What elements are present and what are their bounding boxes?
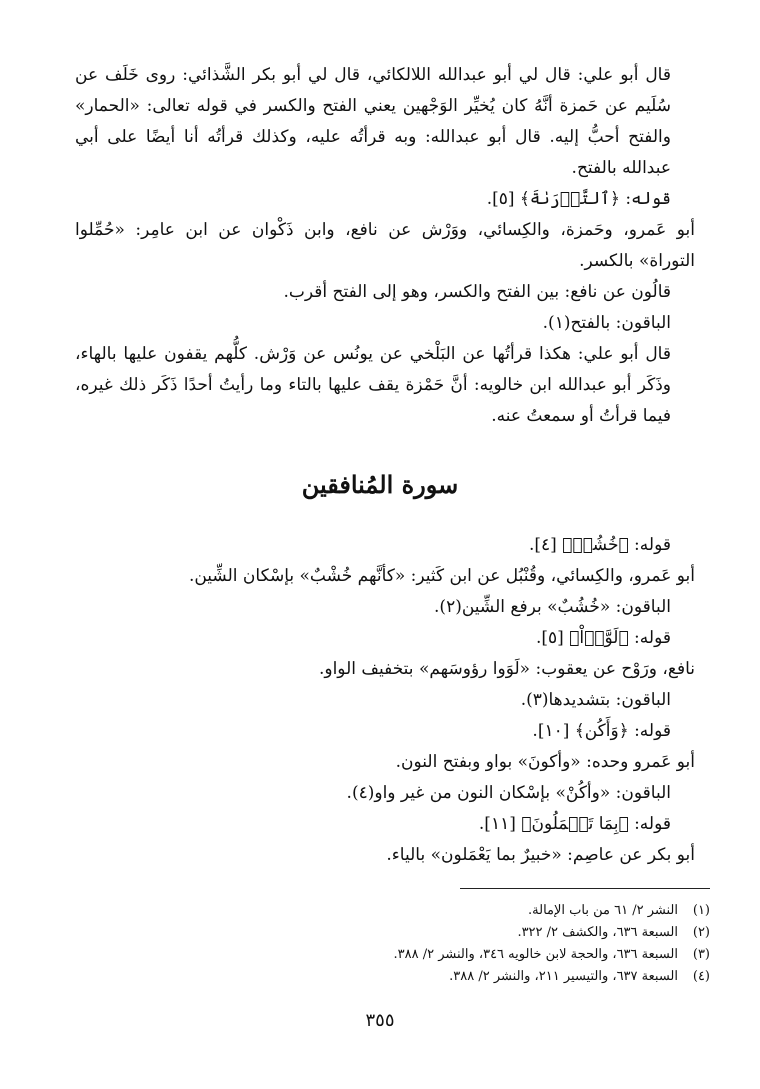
main-text-bottom — [75, 530, 695, 871]
paragraph: نافع، ورَوْح عن يعقوب: «لَوَوا رؤوسَهم» بتخفيف الواو. — [318, 659, 695, 679]
paragraph: أبو بكر عن عاصِم: «خبيرٌ بما يَعْمَلون» بالياء. — [386, 845, 695, 865]
footnote-text: النشر ٢/ ٦١ من باب الإمالة. — [528, 903, 678, 918]
footnote-text: السبعة ٦٣٦، والكشف ٢/ ٣٢٢. — [517, 925, 678, 940]
footnote — [75, 900, 710, 922]
paragraph: قال أبو علي: قال لي أبو عبدالله اللالكائي، قال لي أبو بكر الشَّذائي: روى خَلَف عن سُلَيم عن حَمزة أنَّهُ كان يُخيِّر الوَجْهين يعني الفتح والكسر في قوله تعالى: «الحمار» والفتح أحبُّ إليه. قال أبو عبدالله: وبه قرأتُه عليه، وكذلك قرأتُه أنا أيضًا على أبي عبدالله بالفتح. — [75, 65, 671, 178]
footnote-number: (٤) — [692, 969, 710, 984]
footnote-number: (٣) — [692, 947, 710, 962]
paragraph: الباقون: «خُشُبٌ» برفع الشِّين(٢). — [434, 597, 671, 617]
footnote-number: (٢) — [692, 925, 710, 940]
paragraph: أبو عَمرو، والكِسائي، وقُنْبُل عن ابن كَثير: «كأنَّهم خُشْبٌ» بإسْكان الشِّين. — [188, 566, 695, 586]
footnote-text: السبعة ٦٣٧، والتيسير ٢١١، والنشر ٢/ ٣٨٨. — [449, 969, 678, 984]
footnote-number: (١) — [692, 903, 710, 918]
paragraph: قوله: ﴿لَوَّوۡاْ﴾ [٥]. — [535, 628, 671, 648]
footnote — [75, 922, 710, 944]
paragraph: قوله: ﴿خُشُبٞ﴾ [٤]. — [528, 535, 671, 555]
sura-title: سورة المُنافقين — [301, 470, 459, 499]
footnote-text: السبعة ٦٣٦، والحجة لابن خالويه ٣٤٦، والنشر ٢/ ٣٨٨. — [393, 947, 678, 962]
paragraph: أبو عَمرو وحده: «وأكونَ» بواو وبفتح النون. — [395, 752, 695, 772]
paragraph: قوله: ﴿وَأَكُن﴾ [١٠]. — [532, 721, 671, 741]
footnotes — [75, 900, 710, 988]
main-text-top — [75, 60, 695, 432]
footnote — [75, 944, 710, 966]
paragraph: قالُون عن نافع: بين الفتح والكسر، وهو إلى الفتح أقرب. — [283, 282, 671, 302]
paragraph: أبو عَمرو، وحَمزة، والكِسائي، ووَرْش عن نافع، وابن ذَكْوان عن ابن عامِر: «حُمِّلوا التوراة» بالكسر. — [75, 220, 695, 271]
footnote — [75, 966, 710, 988]
paragraph: قوله: ﴿ٱلتَّوۡرَىٰةَ﴾ [٥]. — [486, 189, 671, 209]
paragraph: الباقون: «وأكُنْ» بإسْكان النون من غير واو(٤). — [346, 783, 671, 803]
paragraph: الباقون: بتشديدها(٣). — [520, 690, 671, 710]
paragraph: قال أبو علي: هكذا قرأتُها عن البَلْخي عن يونُس عن وَرْش. كلُّهم يقفون عليها بالهاء، وذَكَر أبو عبدالله ابن خالويه: أنَّ حَمْزة يقف عليها بالتاء وما رأيتُ أحدًا ذَكَر ذلك غيره، فيما قرأتُ أو سمعتُ عنه. — [75, 344, 671, 426]
paragraph: الباقون: بالفتح(١). — [542, 313, 671, 333]
paragraph: قوله: ﴿بِمَا تَعۡمَلُونَ﴾ [١١]. — [478, 814, 671, 834]
page-number: ٣٥٥ — [365, 1010, 395, 1031]
footnote-divider — [460, 888, 710, 889]
